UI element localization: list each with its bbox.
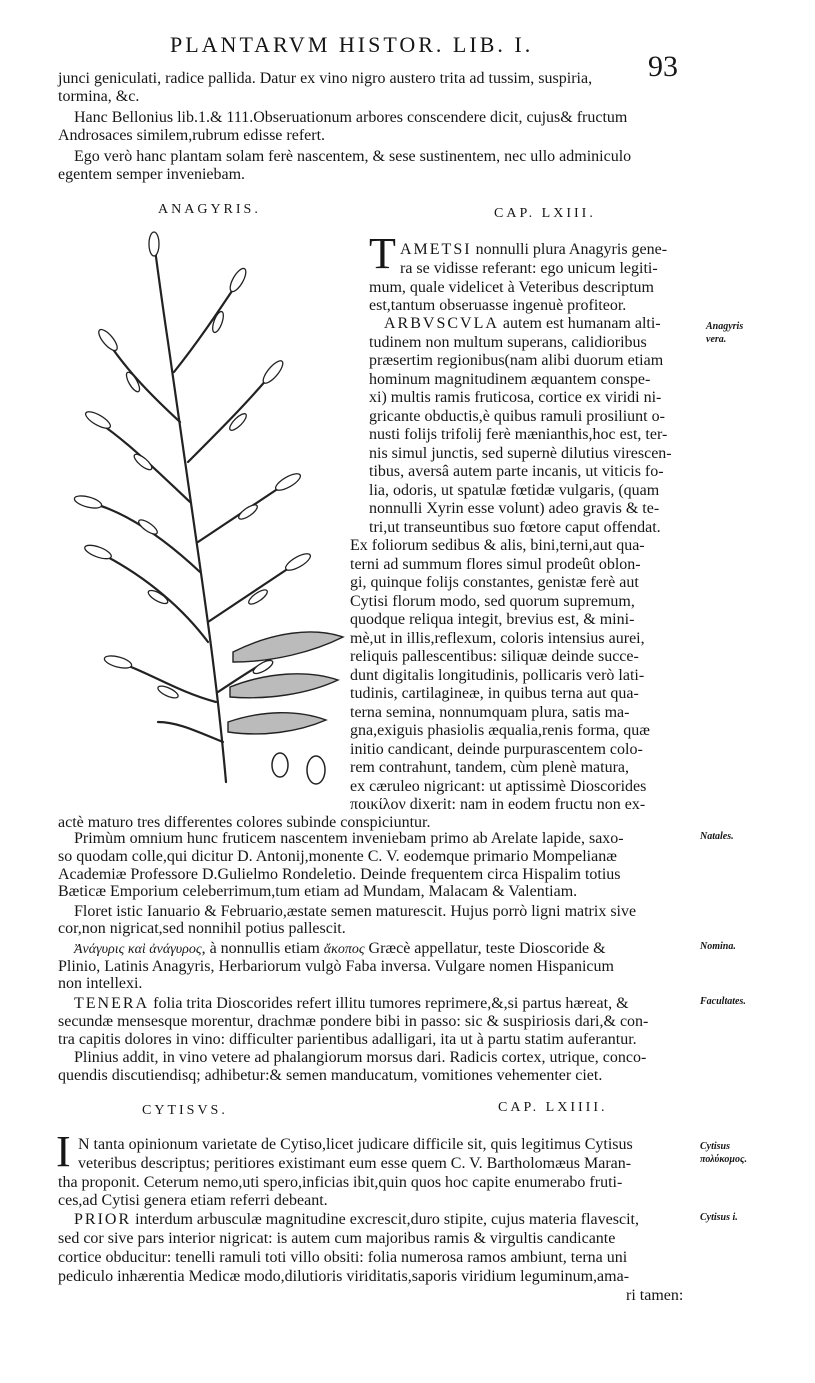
- anagyris-line: ra se vidisse referant: ego unicum legiti-: [400, 260, 658, 277]
- anagyris-line: xi) multis ramis fruticosa, cortice ex viridi ni-: [369, 389, 662, 406]
- anagyris-line: so quodam colle,qui dicitur D. Antonij,monente C. V. eodemque primario Mompelianæ: [58, 848, 617, 865]
- anagyris-line: mum, quale videlicet à Veteribus descriptum: [369, 279, 654, 296]
- anagyris-line: præsertim regionibus(nam alibi duorum etiam: [369, 352, 664, 369]
- margin-note-vera: vera.: [706, 334, 727, 345]
- line-text: , à nonnullis etiam: [201, 940, 324, 957]
- anagyris-line: Plinius addit, in vino vetere ad phalangiorum morsus dari. Radicis cortex, utrique, conco-: [74, 1049, 647, 1066]
- margin-note-cytisus-i: Cytisus i.: [700, 1212, 738, 1223]
- anagyris-line: secundæ mensesque morentur, drachmæ pondere bibi in passo: sic & suspiriosis dari,& con-: [58, 1013, 649, 1030]
- anagyris-line: hominum magnitudinem æquantem conspe-: [369, 371, 651, 388]
- lead-word: TENERA: [74, 995, 150, 1012]
- anagyris-heading: ANAGYRIS.: [158, 202, 261, 217]
- anagyris-line: tibus, aversâ autem parte incanis, ut viticis fo-: [369, 463, 664, 480]
- anagyris-line: [400, 241, 667, 259]
- anagyris-line: reliquis pallescentibus: siliquæ deinde succe-: [350, 648, 639, 665]
- anagyris-woodcut-illustration: [58, 222, 356, 794]
- lead-word: PRIOR: [74, 1211, 132, 1228]
- cytisus-line: veteribus descriptus; peritiores existimant eum esse quem C. V. Bartholomæus Maran-: [78, 1155, 632, 1172]
- line-text: Græcè appellatur, teste Dioscoride &: [364, 940, 606, 957]
- anagyris-line: gricante obductis,è quibus ramuli prosiliunt o-: [369, 408, 665, 425]
- drop-cap: T: [369, 229, 396, 278]
- margin-note-nomina: Nomina.: [700, 941, 736, 952]
- intro-line: Ego verò hanc plantam solam ferè nascentem, & sese sustinentem, nec ullo adminiculo: [74, 148, 632, 165]
- running-title: PLANTARVM HISTOR. LIB. I.: [170, 32, 534, 57]
- anagyris-line: ex cæruleo nigricant: ut aptissimè Dioscorides: [350, 778, 647, 795]
- anagyris-line: Cytisi florum modo, sed quorum supremum,: [350, 593, 635, 610]
- anagyris-line: dunt digitalis longitudinis, pollicaris verò lati-: [350, 667, 645, 684]
- anagyris-line: Bæticæ Emporium celeberrimum,tum etiam ad Mundam, Malacam & Valentiam.: [58, 883, 578, 900]
- intro-line: junci geniculati, radice pallida. Datur ex vino nigro austero trita ad tussim, suspiria,: [58, 70, 593, 87]
- anagyris-line: Ex foliorum sedibus & alis, bini,terni,aut qua-: [350, 537, 645, 554]
- anagyris-line: [384, 315, 661, 333]
- drop-cap: I: [56, 1127, 71, 1176]
- line-text: nonnulli plura Anagyris gene-: [471, 241, 668, 258]
- cytisus-line: ri tamen:: [626, 1287, 684, 1304]
- anagyris-line: cor,non nigricat,sed nonnihil potius pallescit.: [58, 920, 346, 937]
- cytisus-line: sed cor sive pars interior nigricat: is autem cum majoribus ramis & virgultis candicante: [58, 1230, 616, 1247]
- margin-note-facultates: Facultates.: [700, 996, 746, 1007]
- cytisus-line: ces,ad Cytisi genera etiam referri debeant.: [58, 1192, 328, 1209]
- anagyris-line: lia, odoris, ut spatulæ fœtidæ vulgaris, (quam: [369, 482, 660, 499]
- lead-word: ARBVSCVLA: [384, 315, 499, 332]
- anagyris-line: tra capitis dolores in vino: difficulter parientibus adalligari, ita ut à partu statim auferantur.: [58, 1031, 637, 1048]
- anagyris-line: tri,ut transeuntibus suo fœtore caput offendat.: [369, 519, 661, 536]
- anagyris-line: nonnulli Xyrin esse volunt) adeo gravis & te-: [369, 500, 660, 517]
- anagyris-line: terna semina, nonnumquam plura, satis ma-: [350, 704, 630, 721]
- margin-note-cytisus: Cytisus: [700, 1141, 731, 1152]
- cytisus-line: pediculo inhærentia Medicæ modo,dilutioris viriditatis,saporis viridium leguminum,ama-: [58, 1268, 630, 1285]
- intro-line: egentem semper inveniebam.: [58, 166, 246, 183]
- intro-line: Androsaces similem,rubrum edisse refert.: [58, 127, 326, 144]
- anagyris-line: quendis discutiendisq; adhibetur:& semen manducatum, vomitiones vehementer ciet.: [58, 1067, 603, 1084]
- line-text: autem est humanam alti-: [498, 315, 661, 332]
- margin-note-anagyris: Anagyris: [706, 321, 744, 332]
- cytisus-line: [74, 1211, 639, 1229]
- cytisus-line: N tanta opinionum varietate de Cytiso,licet judicare difficile sit, quis legitimus Cytisus: [78, 1136, 633, 1153]
- anagyris-line: [74, 995, 629, 1013]
- anagyris-line: terni ad summum flores simul prodeût oblon-: [350, 556, 641, 573]
- intro-line: tormina, &c.: [58, 88, 140, 105]
- line-text: interdum arbusculæ magnitudine excrescit,duro stipite, cujus materia flavescit,: [131, 1211, 639, 1228]
- greek-term: ἄκοπος: [323, 942, 365, 957]
- anagyris-line: est,tantum obseruasse ingenuè profiteor.: [369, 297, 627, 314]
- anagyris-line: gi, quinque folijs constantes, genistæ ferè aut: [350, 574, 639, 591]
- lead-word: AMETSI: [400, 241, 472, 258]
- page-number: 93: [648, 50, 678, 83]
- anagyris-line: Plinio, Latinis Anagyris, Herbariorum vulgò Faba inversa. Vulgare nomen Hispanicum: [58, 958, 614, 975]
- anagyris-chapter: CAP. LXIII.: [494, 206, 596, 221]
- greek-names: Ἀνάγυρις καὶ ἀνάγυρος: [74, 942, 202, 957]
- anagyris-line: tudinem non multum superans, calidioribus: [369, 334, 647, 351]
- anagyris-line: Primùm omnium hunc fruticem nascentem inveniebam primo ab Arelate lapide, saxo-: [74, 830, 624, 847]
- anagyris-line: gna,exiguis phasiolis æqualia,renis forma, quæ: [350, 722, 650, 739]
- cytisus-heading: CYTISVS.: [142, 1103, 228, 1118]
- anagyris-line: mè,ut in illis,reflexum, coloris intensius aurei,: [350, 630, 645, 647]
- anagyris-line: quodque reliqua integit, brevius est, & mini-: [350, 611, 635, 628]
- margin-note-natales: Natales.: [700, 831, 734, 842]
- cytisus-chapter: CAP. LXIIII.: [498, 1100, 608, 1115]
- anagyris-line: Academiæ Professore D.Gulielmo Rondeletio. Deinde frequentem circa Hispalim totius: [58, 866, 621, 883]
- anagyris-line: initio candicant, deinde purpurascentem colo-: [350, 741, 643, 758]
- margin-note-greek: πολύκομος.: [700, 1154, 747, 1165]
- anagyris-line: actè maturo tres differentes colores subinde conspiciuntur.: [58, 814, 431, 831]
- anagyris-line: nusti folijs trifolij ferè mænianthis,hoc est, ter-: [369, 426, 668, 443]
- line-text: folia trita Dioscorides refert illitu tumores reprimere,&,si partus hæreat, &: [149, 995, 629, 1012]
- anagyris-line: tudinis, cartilagineæ, in quibus terna aut qua-: [350, 685, 639, 702]
- anagyris-line: Floret istic Ianuario & Februario,æstate semen maturescit. Hujus porrò ligni matrix sive: [74, 903, 637, 920]
- anagyris-line: ποικίλον dixerit: nam in eodem fructu non ex-: [350, 796, 646, 813]
- anagyris-line: non intellexi.: [58, 975, 143, 992]
- intro-line: Hanc Bellonius lib.1.& 111.Obseruationum arbores conscendere dicit, cujus& fructum: [74, 109, 628, 126]
- anagyris-line: nis simul junctis, sed supernè dilutius virescen-: [369, 445, 672, 462]
- cytisus-line: cortice obducitur: tenelli ramuli toti villo obsiti: folia numerosa ramos ambiunt, terna uni: [58, 1249, 628, 1266]
- anagyris-line: rem contrahunt, tandem, cùm plenè matura,: [350, 759, 630, 776]
- anagyris-line: [74, 940, 606, 959]
- cytisus-line: tha proponit. Ceterum nemo,uti spero,inficias ibit,quin quos hoc capite enumerabo fruti-: [58, 1174, 623, 1191]
